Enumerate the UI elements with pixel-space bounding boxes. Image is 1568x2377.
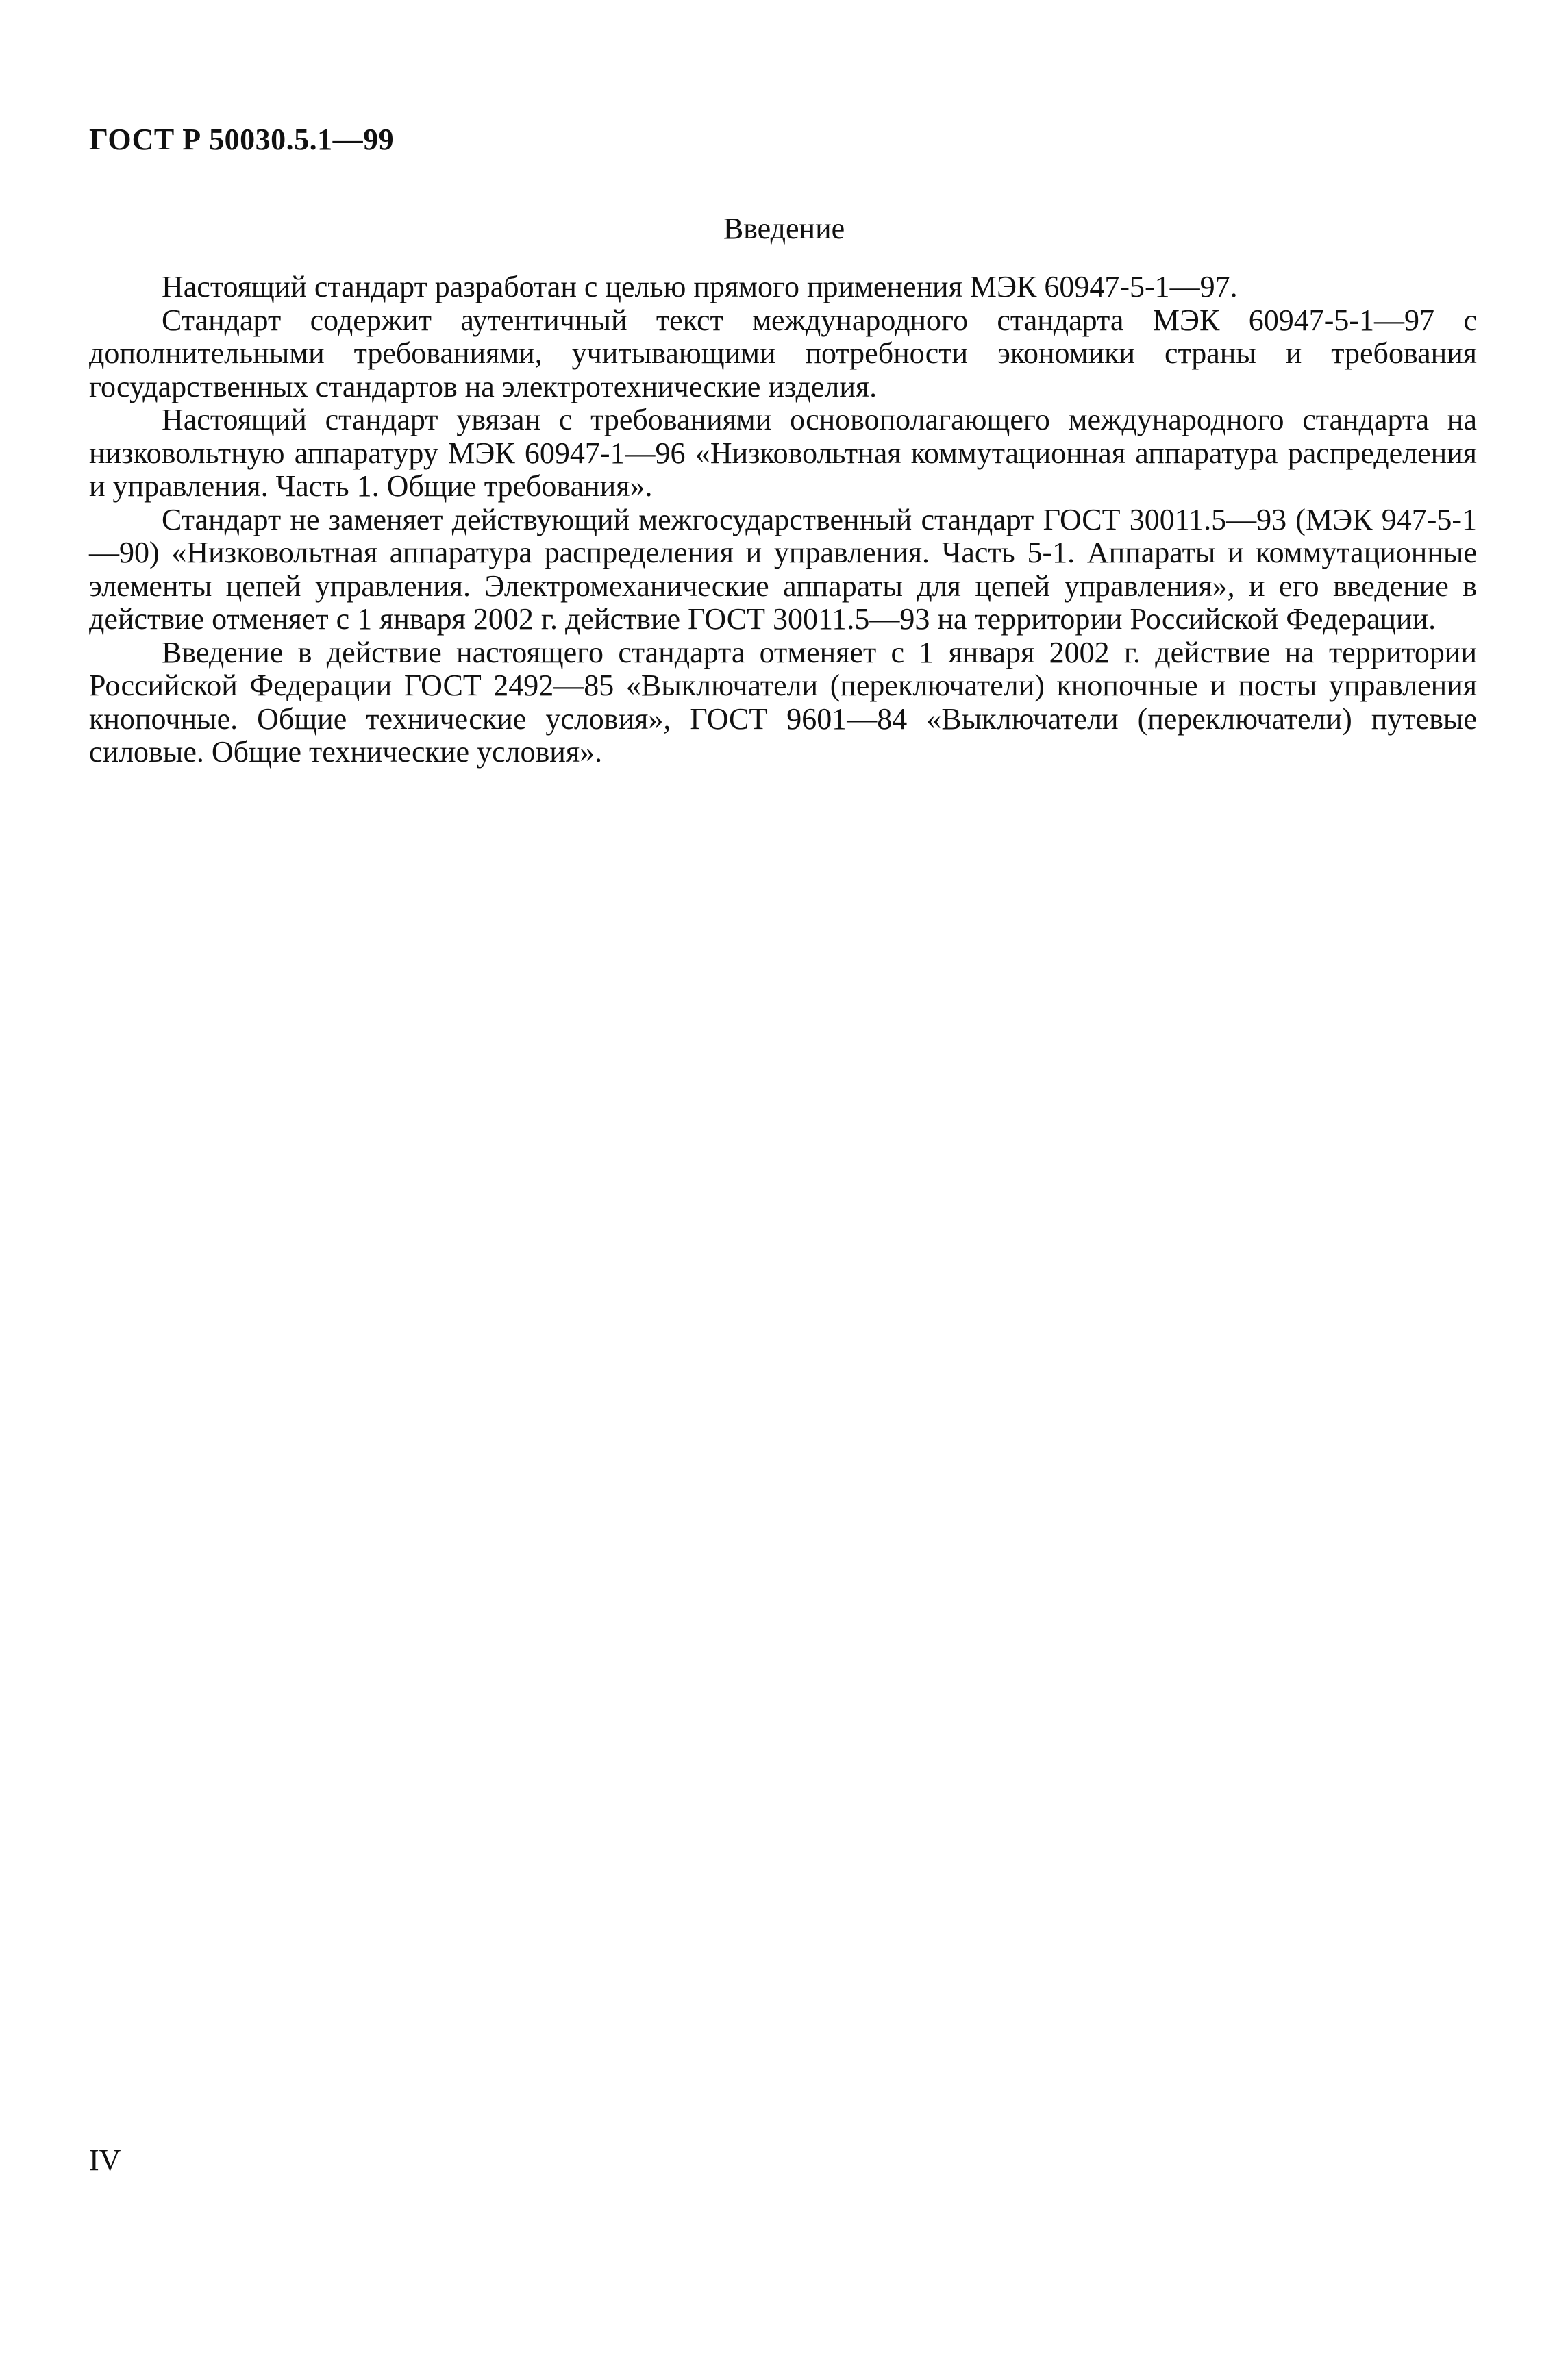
paragraph: Стандарт содержит аутентичный текст международного стандарта МЭК 60947-5-1—97 с дополнительными требованиями, учитывающими потребности экономики страны и требования государственных стандартов на электротехнические изделия. bbox=[89, 303, 1477, 403]
paragraph: Настоящий стандарт разработан с целью прямого применения МЭК 60947-5-1—97. bbox=[162, 270, 1238, 303]
document-header: ГОСТ Р 50030.5.1—99 bbox=[89, 123, 395, 156]
paragraph: Стандарт не заменяет действующий межгосударственный стандарт ГОСТ 30011.5—93 (МЭК 947-5-1—90) «Низковольтная аппаратура распределения и управления. Часть 5-1. Аппараты и коммутационные элементы цепей управления. Электромеханические аппараты для цепей управления», и его введение в действие отменяет с 1 января 2002 г. действие ГОСТ 30011.5—93 на территории Российской Федерации. bbox=[89, 502, 1477, 636]
section-title: Введение bbox=[723, 212, 845, 245]
paragraph: Введение в действие настоящего стандарта отменяет с 1 января 2002 г. действие на территории Российской Федерации ГОСТ 2492—85 «Выключатели (переключатели) кнопочные и посты управления кнопочные. Общие технические условия», ГОСТ 9601—84 «Выключатели (переключатели) путевые силовые. Общие технические условия». bbox=[89, 635, 1477, 769]
paragraph: Настоящий стандарт увязан с требованиями основополагающего международного стандарта на низковольтную аппаратуру МЭК 60947-1—96 «Низковольтная коммутационная аппаратура распределения и управления. Часть 1. Общие требования». bbox=[89, 403, 1477, 503]
document-body bbox=[89, 271, 1477, 769]
page-number: IV bbox=[89, 2143, 121, 2177]
